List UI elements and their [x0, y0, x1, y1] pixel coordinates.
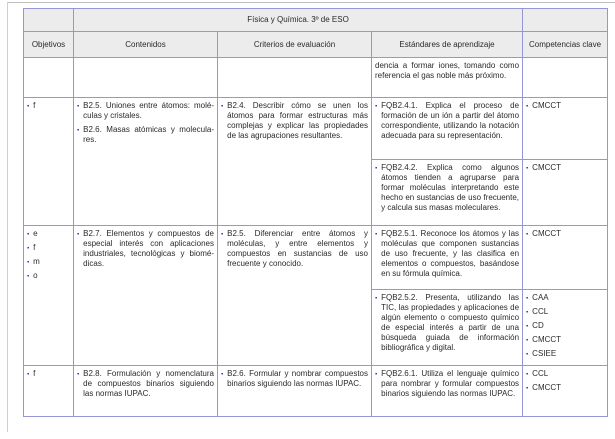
- bullet-icon: ▪: [526, 371, 529, 378]
- list-item: [27, 257, 70, 267]
- cell-competencias: [523, 58, 608, 98]
- bullet-icon: ▪: [77, 103, 80, 110]
- bullet-icon: ▪: [526, 323, 529, 330]
- objetivo-text: m: [33, 257, 40, 266]
- cell-contenidos: [74, 226, 218, 366]
- estandar-text: FQB2.6.1. Utiliza el lenguaje químico para nombrar y formular compuestos binarios siguiendo las normas IUPAC.: [381, 369, 520, 398]
- cell-estandar: [372, 366, 523, 417]
- competencia-text: CAA: [532, 293, 549, 302]
- list-item: [27, 271, 70, 281]
- estandar-text: FQB2.5.1. Reconoce los átomos y las moléculas que componen sustancias de uso frecuente, y las clasifica en elementos o compuestos, basándose en su fórmula química.: [381, 229, 520, 278]
- table-title: Física y Química. 3º de ESO: [74, 9, 523, 32]
- bullet-icon: ▪: [526, 337, 529, 344]
- cell-criterios: [218, 58, 372, 98]
- criterio-text: B2.5. Diferenciar entre átomos y moléculas, y entre elementos y compuestos en sustancias de uso frecuente y conocido.: [227, 229, 368, 268]
- cell-estandar: [372, 160, 523, 226]
- list-item: [375, 369, 519, 399]
- objetivo-text: f: [33, 369, 36, 378]
- contenido-text: B2.8. Formulación y nomenclatura de compuestos binarios siguiendo las normas IUPAC.: [83, 369, 214, 398]
- list-item: [375, 293, 519, 353]
- competencia-text: CMCCT: [532, 383, 562, 392]
- bullet-icon: ▪: [27, 231, 30, 238]
- list-item: [27, 229, 70, 239]
- competencia-text: CMCCT: [532, 229, 562, 238]
- estandar-text: dencia a formar iones, tomando como referencia el gas noble más próximo.: [375, 61, 520, 80]
- competencia-text: CMCCT: [532, 335, 562, 344]
- bullet-icon: ▪: [375, 371, 378, 378]
- page-edge-left-line: [7, 2, 8, 432]
- bullet-icon: ▪: [27, 273, 30, 280]
- competencia-text: CD: [532, 321, 544, 330]
- objetivo-text: f: [33, 101, 36, 110]
- table-row: [24, 98, 608, 160]
- cell-estandar: [372, 290, 523, 366]
- objetivo-text: e: [33, 229, 38, 238]
- table-row: [24, 58, 608, 98]
- criterio-text: B2.4. Describir cómo se unen los átomos para formar estructuras más complejas y explicar las propiedades de las agrupaciones resultantes.: [227, 101, 368, 140]
- bullet-icon: ▪: [27, 371, 30, 378]
- list-item: [77, 369, 214, 399]
- bullet-icon: ▪: [526, 231, 529, 238]
- column-header-criterios: Criterios de evaluación: [218, 32, 372, 58]
- cell-estandar: [372, 58, 523, 98]
- list-item: [526, 229, 604, 239]
- cell-contenidos: [74, 366, 218, 417]
- bullet-icon: ▪: [526, 309, 529, 316]
- list-item: [27, 101, 70, 111]
- page-edge-top-line: [7, 2, 615, 3]
- cell-objetivos: [24, 226, 74, 366]
- cell-competencias: [523, 366, 608, 417]
- bullet-icon: ▪: [526, 103, 529, 110]
- cell-objetivos: [24, 98, 74, 226]
- bullet-icon: ▪: [77, 231, 80, 238]
- cell-contenidos: [74, 58, 218, 98]
- contenido-text: B2.7. Elementos y compuestos de especial interés con aplicaciones industriales, tecnológicas y biomédicas.: [83, 229, 214, 268]
- cell-criterios: [218, 98, 372, 226]
- list-item: [221, 369, 368, 389]
- list-item: [526, 349, 604, 359]
- column-header-estandares: Estándares de aprendizaje: [372, 32, 523, 58]
- list-item: [221, 101, 368, 141]
- list-item: [526, 321, 604, 331]
- cell-competencias: [523, 290, 608, 366]
- bullet-icon: ▪: [221, 231, 224, 238]
- bullet-icon: ▪: [375, 103, 378, 110]
- list-item: [221, 229, 368, 269]
- objetivo-text: o: [33, 271, 38, 280]
- cell-objetivos: [24, 366, 74, 417]
- list-item: [27, 369, 70, 379]
- list-item: [375, 229, 519, 279]
- curriculum-table: [23, 8, 608, 417]
- estandar-text: FQB2.4.1. Explica el proceso de formación de un ión a partir del átomo correspondiente, utilizando la notación adecuada para su representación.: [381, 101, 520, 140]
- list-item: [27, 243, 70, 253]
- empty-corner-cell: [24, 9, 74, 32]
- bullet-icon: ▪: [27, 245, 30, 252]
- cell-criterios: [218, 226, 372, 366]
- list-item: [375, 101, 519, 141]
- bullet-icon: ▪: [375, 295, 378, 302]
- bullet-icon: ▪: [77, 127, 80, 134]
- list-item: [77, 229, 214, 269]
- cell-competencias: [523, 160, 608, 226]
- list-item: [526, 163, 604, 173]
- competencia-text: CCL: [532, 307, 549, 316]
- bullet-icon: ▪: [375, 231, 378, 238]
- bullet-icon: ▪: [221, 103, 224, 110]
- bullet-icon: ▪: [526, 351, 529, 358]
- criterio-text: B2.6. Formular y nombrar compuestos binarios siguiendo las normas IUPAC.: [227, 369, 368, 388]
- cell-estandar: [372, 226, 523, 290]
- bullet-icon: ▪: [27, 259, 30, 266]
- list-item: [77, 125, 214, 145]
- bullet-icon: ▪: [221, 371, 224, 378]
- table-row: [24, 226, 608, 290]
- list-item: [526, 293, 604, 303]
- column-header-objetivos: Objetivos: [24, 32, 74, 58]
- list-item: [526, 369, 604, 379]
- estandar-text: FQB2.5.2. Presenta, utilizando las TIC, las propiedades y aplicaciones de algún elemento o compuesto químico de especial interés a partir de una búsqueda guiada de información bibliográfica y digital.: [381, 293, 520, 352]
- list-item: [375, 163, 519, 213]
- competencia-text: CMCCT: [532, 163, 562, 172]
- list-item: [526, 307, 604, 317]
- competencia-text: CSIEE: [532, 349, 557, 358]
- cell-competencias: [523, 98, 608, 160]
- column-header-competencias: Competencias clave: [523, 32, 608, 58]
- objetivo-text: f: [33, 243, 36, 252]
- bullet-icon: ▪: [27, 103, 30, 110]
- competencia-text: CMCCT: [532, 101, 562, 110]
- table-title-row: [24, 9, 608, 32]
- list-item: [77, 101, 214, 121]
- contenido-text: B2.6. Masas atómicas y moleculares.: [83, 125, 214, 144]
- cell-objetivos: [24, 58, 74, 98]
- list-item: [526, 101, 604, 111]
- cell-criterios: [218, 366, 372, 417]
- bullet-icon: ▪: [375, 165, 378, 172]
- table-row: [24, 366, 608, 417]
- bullet-icon: ▪: [526, 385, 529, 392]
- list-item: [526, 383, 604, 393]
- cell-estandar: [372, 98, 523, 160]
- list-item: [526, 335, 604, 345]
- column-header-contenidos: Contenidos: [74, 32, 218, 58]
- cell-competencias: [523, 226, 608, 290]
- bullet-icon: ▪: [526, 165, 529, 172]
- competencia-text: CCL: [532, 369, 549, 378]
- estandar-text: FQB2.4.2. Explica como algunos átomos tienden a agruparse para formar moléculas interpretando este hecho en sustancias de uso frecuente, y calcula sus masas moleculares.: [381, 163, 520, 212]
- bullet-icon: ▪: [526, 295, 529, 302]
- contenido-text: B2.5. Uniones entre átomos: moléculas y cristales.: [83, 101, 214, 120]
- cell-contenidos: [74, 98, 218, 226]
- empty-corner-cell: [523, 9, 608, 32]
- bullet-icon: ▪: [77, 371, 80, 378]
- column-header-row: [24, 32, 608, 58]
